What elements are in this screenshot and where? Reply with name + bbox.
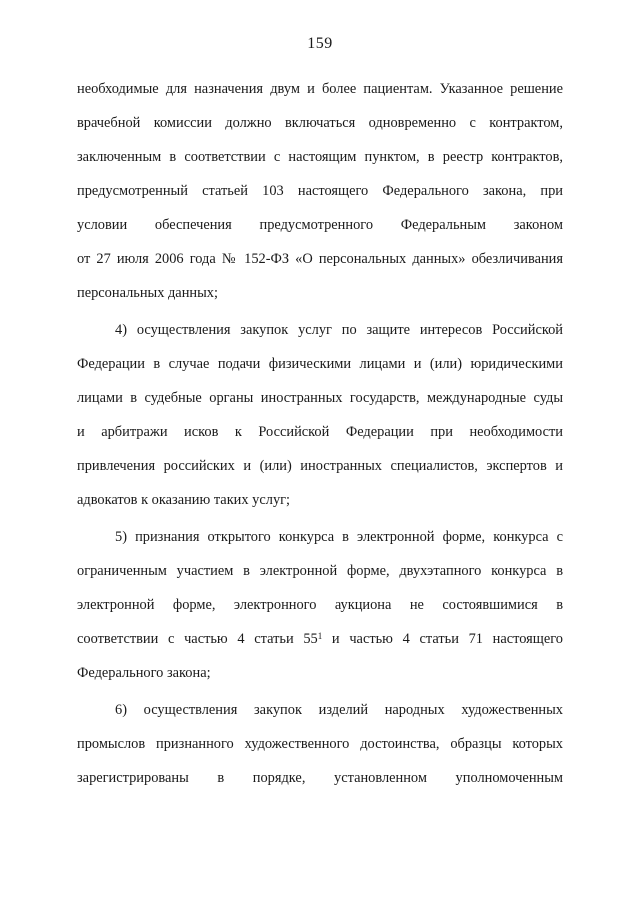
text-line	[77, 554, 563, 588]
text-line	[77, 174, 563, 208]
line-text: персональных данных;	[77, 285, 218, 301]
text-line	[77, 381, 563, 415]
line-text: лицами в судебные органы иностранных государств, международные суды	[77, 390, 563, 406]
text-line	[77, 693, 563, 727]
line-text-continued: и частью 4 статьи 71 настоящего	[322, 631, 563, 647]
paragraph	[77, 520, 563, 690]
line-text: необходимые для назначения двум и более пациентам. Указанное решение	[77, 81, 563, 97]
text-line	[77, 656, 563, 690]
text-line	[77, 483, 563, 517]
line-text: ограниченным участием в электронной форме, двухэтапного конкурса в	[77, 563, 563, 579]
page-number: 159	[307, 35, 333, 52]
line-text: заключенным в соответствии с настоящим пунктом, в реестр контрактов,	[77, 149, 563, 165]
text-line	[77, 208, 563, 242]
line-text: зарегистрированы в порядке, установленном уполномоченным	[77, 770, 563, 786]
text-line	[77, 761, 563, 795]
line-text: электронной форме, электронного аукциона не состоявшимися в	[77, 597, 563, 613]
text-line	[77, 520, 563, 554]
superscript: 1	[317, 631, 323, 641]
line-text: предусмотренный статьей 103 настоящего Федерального закона, при	[77, 183, 563, 199]
line-text: и арбитражи исков к Российской Федерации при необходимости	[77, 424, 563, 440]
line-text: от 27 июля 2006 года № 152-ФЗ «О персональных данных» обезличивания	[77, 251, 563, 267]
text-line	[77, 727, 563, 761]
text-line	[77, 588, 563, 622]
text-line	[77, 72, 563, 106]
paragraph	[77, 693, 563, 795]
line-text: соответствии с частью 4 статьи 55	[77, 631, 318, 647]
line-text: Федерации в случае подачи физическими лицами и (или) юридическими	[77, 356, 563, 372]
line-text: 5) признания открытого конкурса в электронной форме, конкурса с	[115, 529, 563, 545]
line-text: 4) осуществления закупок услуг по защите интересов Российской	[115, 322, 563, 338]
text-line	[77, 313, 563, 347]
line-text: врачебной комиссии должно включаться одновременно с контрактом,	[77, 115, 563, 131]
line-text: адвокатов к оказанию таких услуг;	[77, 492, 291, 508]
text-line	[77, 140, 563, 174]
text-line	[77, 276, 563, 310]
line-text: условии обеспечения предусмотренного Федеральным законом	[77, 217, 563, 233]
text-line	[77, 449, 563, 483]
text-line	[77, 242, 563, 276]
line-text: привлечения российских и (или) иностранных специалистов, экспертов и	[77, 458, 563, 474]
document-body	[77, 72, 563, 795]
line-text: 6) осуществления закупок изделий народных художественных	[115, 702, 563, 718]
text-line	[77, 106, 563, 140]
text-line	[77, 415, 563, 449]
line-text: промыслов признанного художественного достоинства, образцы которых	[77, 736, 563, 752]
paragraph	[77, 313, 563, 517]
text-line	[77, 347, 563, 381]
text-line	[77, 622, 563, 656]
line-text: Федерального закона;	[77, 665, 211, 681]
paragraph	[77, 72, 563, 310]
